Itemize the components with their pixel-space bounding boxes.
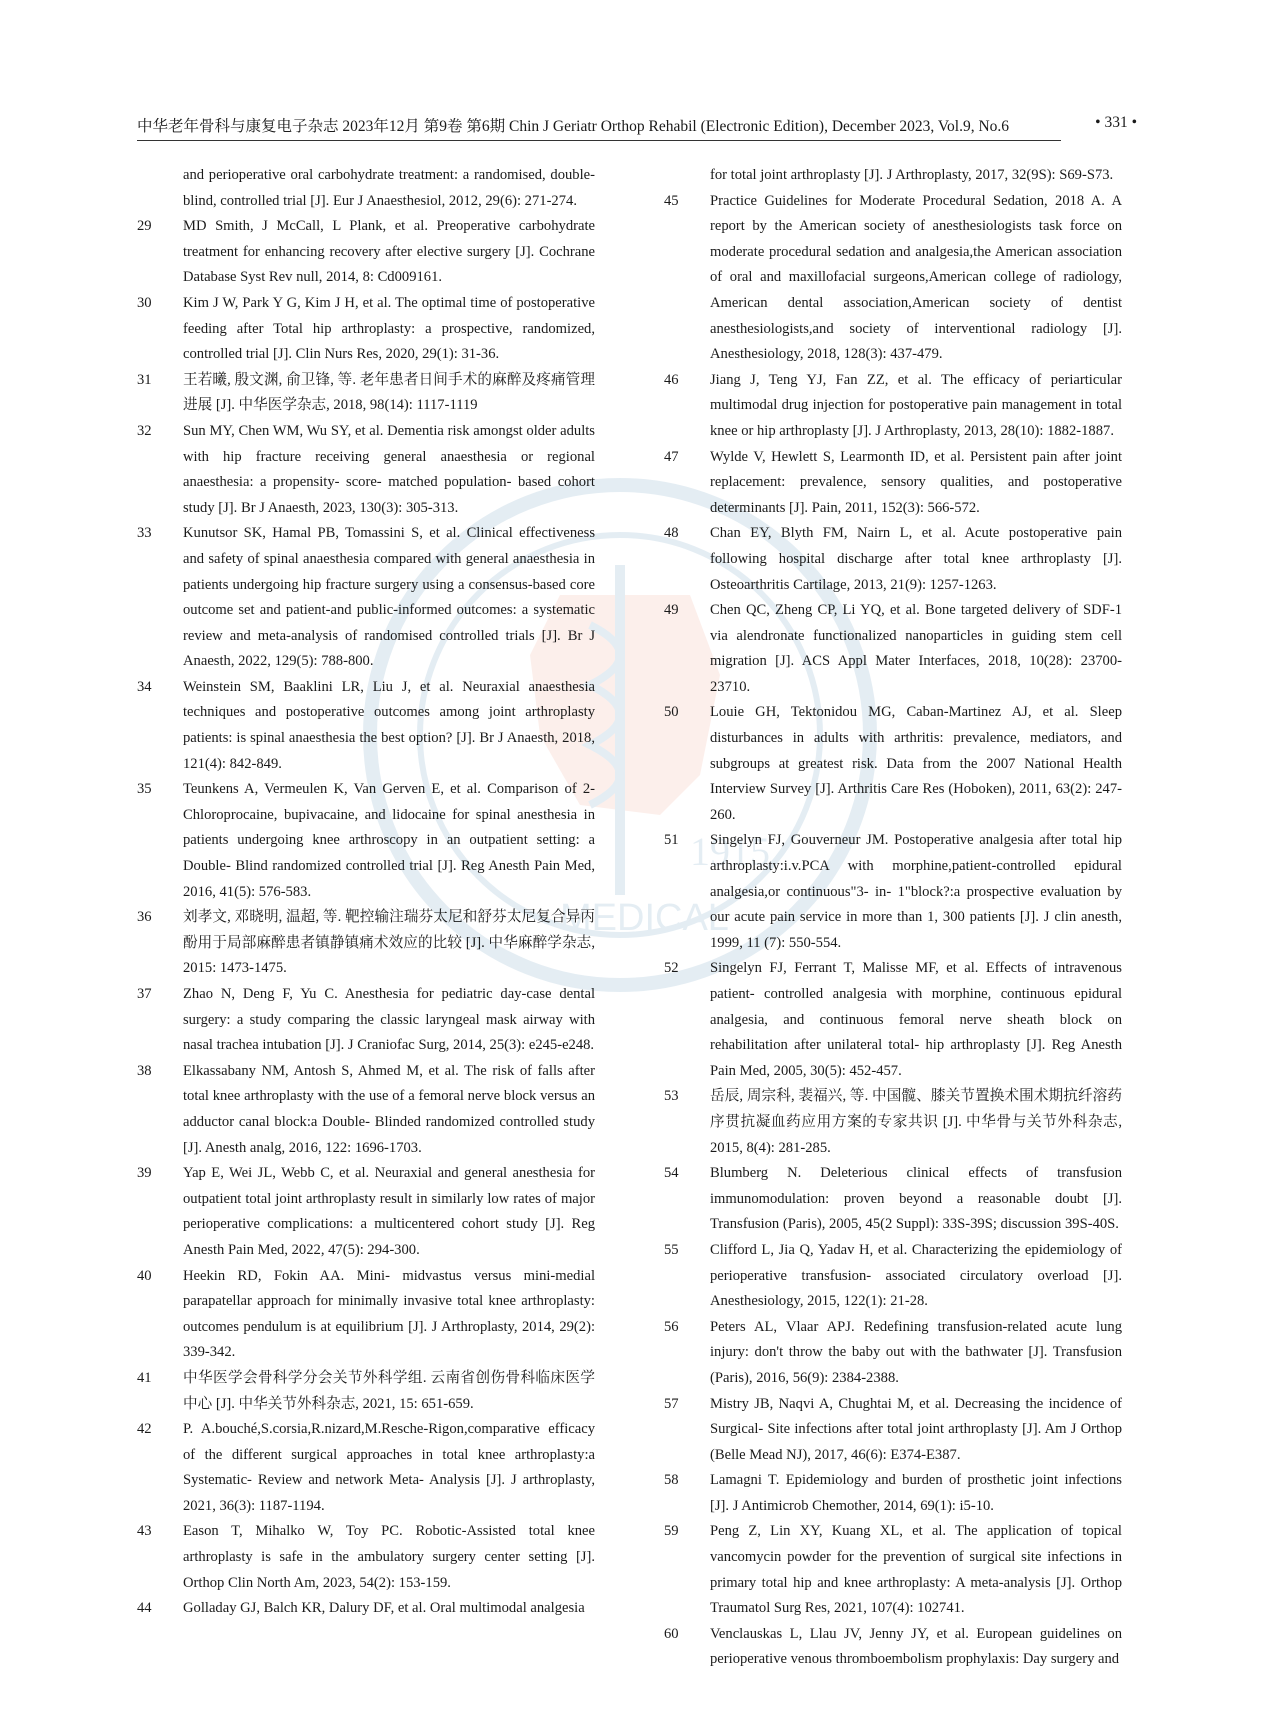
reference-text: Blumberg N. Deleterious clinical effects of transfusion immunomodulation: proven beyond a reasonable doubt [J]. Transfusion (Paris), 2005, 45(2 Suppl): 33S-39S; discussion 39S-40S. <box>710 1165 1122 1233</box>
reference-entry <box>137 368 595 419</box>
reference-text: 中华医学会骨科学分会关节外科学组. 云南省创伤骨科临床医学中心 [J]. 中华关节外科杂志, 2021, 15: 651-659. <box>183 1369 595 1412</box>
reference-number: 40 <box>137 1267 152 1284</box>
reference-number: 49 <box>664 602 679 619</box>
reference-entry <box>664 1161 1122 1238</box>
reference-entry <box>664 828 1122 956</box>
reference-number: 50 <box>664 704 679 721</box>
reference-number: 31 <box>137 371 152 388</box>
page-number: • 331 • <box>1095 114 1137 131</box>
reference-entry <box>137 1264 595 1366</box>
reference-text: Zhao N, Deng F, Yu C. Anesthesia for pediatric day-case dental surgery: a study comparing the classic laryngeal mask airway with nasal trachea intubation [J]. J Craniofac Surg, 2014, 25(3): e245-e248. <box>183 986 595 1054</box>
reference-text: Louie GH, Tektonidou MG, Caban-Martinez AJ, et al. Sleep disturbances in adults with arthritis: prevalence, mediators, and subgroups at greatest risk. Data from the 2007 National Health Interview Survey [J]. Arthritis Care Res (Hoboken), 2011, 63(2): 247-260. <box>710 704 1122 823</box>
reference-number: 33 <box>137 525 152 542</box>
reference-entry <box>664 445 1122 522</box>
reference-text: Peters AL, Vlaar APJ. Redefining transfusion-related acute lung injury: don't throw the baby out with the bathwater [J]. Transfusion (Paris), 2016, 56(9): 2384-2388. <box>710 1318 1122 1386</box>
reference-number: 55 <box>664 1241 679 1258</box>
header-divider <box>137 140 1061 141</box>
reference-text: Singelyn FJ, Ferrant T, Malisse MF, et al. Effects of intravenous patient- controlled analgesia with morphine, continuous epidural analgesia, and continuous femoral nerve sheath block on rehabilitation after unilateral total- hip arthroplasty [J]. Reg Anesth Pain Med, 2005, 30(5): 452-457. <box>710 960 1122 1079</box>
reference-text: Lamagni T. Epidemiology and burden of prosthetic joint infections [J]. J Antimicrob Chemother, 2014, 69(1): i5-10. <box>710 1472 1122 1514</box>
reference-number: 37 <box>137 986 152 1002</box>
reference-entry <box>137 675 595 777</box>
reference-number: 29 <box>137 218 152 235</box>
reference-entry <box>137 1417 595 1519</box>
reference-entry <box>664 1392 1122 1469</box>
reference-entry <box>137 1519 595 1596</box>
reference-entry <box>137 777 595 905</box>
reference-entry <box>664 598 1122 700</box>
reference-text: 刘孝文, 邓晓明, 温超, 等. 靶控输注瑞芬太尼和舒芬太尼复合异丙酚用于局部麻醉患者镇静镇痛术效应的比较 [J]. 中华麻醉学杂志, 2015: 1473-1475. <box>183 909 595 977</box>
reference-text: 岳辰, 周宗科, 裴福兴, 等. 中国髋、膝关节置换术围术期抗纤溶药序贯抗凝血药应用方案的专家共识 [J]. 中华骨与关节外科杂志, 2015, 8(4): 281-285. <box>710 1088 1122 1156</box>
reference-entry <box>664 1519 1122 1621</box>
reference-text: Elkassabany NM, Antosh S, Ahmed M, et al. The risk of falls after total knee arthroplasty with the use of a femoral nerve block versus an adductor canal block:a Double- Blinded randomized controlled study [J]. Anesth analg, 2016, 122: 1696-1703. <box>183 1062 595 1156</box>
reference-text: 王若曦, 殷文渊, 俞卫锋, 等. 老年患者日间手术的麻醉及疼痛管理进展 [J]. 中华医学杂志, 2018, 98(14): 1117-1119 <box>183 371 595 414</box>
reference-number: 46 <box>664 371 679 388</box>
reference-number: 60 <box>664 1625 679 1642</box>
reference-entry <box>137 291 595 368</box>
reference-entry <box>664 1238 1122 1315</box>
reference-number: 59 <box>664 1523 679 1540</box>
reference-number: 47 <box>664 448 679 465</box>
reference-text: and perioperative oral carbohydrate treatment: a randomised, double-blind, controlled trial [J]. Eur J Anaesthesiol, 2012, 29(6): 271-274. <box>183 167 595 209</box>
reference-entry <box>664 1084 1122 1161</box>
reference-entry <box>664 189 1122 368</box>
reference-text: Kim J W, Park Y G, Kim J H, et al. The optimal time of postoperative feeding after Total hip arthroplasty: a prospective, randomized, controlled trial [J]. Clin Nurs Res, 2020, 29(1): 31-36. <box>183 294 595 363</box>
reference-entry <box>664 521 1122 598</box>
reference-text: Sun MY, Chen WM, Wu SY, et al. Dementia risk amongst older adults with hip fracture receiving general anaesthesia or regional anaesthesia: a propensity- score- matched population- based cohort study [J]. Br J Anaesth, 2023, 130(3): 305-313. <box>183 422 595 516</box>
watermark-text: MEDICAL <box>560 897 729 939</box>
reference-number: 39 <box>137 1165 152 1182</box>
reference-entry <box>137 1059 595 1161</box>
references-left-column <box>137 163 595 1622</box>
reference-number: 56 <box>664 1318 679 1335</box>
reference-text: Wylde V, Hewlett S, Learmonth ID, et al. Persistent pain after joint replacement: prevalence, sensory qualities, and postoperative determinants [J]. Pain, 2011, 152(3): 566-572. <box>710 448 1122 516</box>
reference-entry <box>664 368 1122 445</box>
reference-entry <box>137 521 595 675</box>
reference-number: 52 <box>664 960 679 977</box>
reference-number: 38 <box>137 1062 152 1079</box>
reference-number: 42 <box>137 1421 152 1438</box>
reference-text: Jiang J, Teng YJ, Fan ZZ, et al. The efficacy of periarticular multimodal drug injection for postoperative pain management in total knee or hip arthroplasty [J]. J Arthroplasty, 2013, 28(10): 1882-1887. <box>710 371 1122 439</box>
reference-number: 58 <box>664 1472 679 1489</box>
reference-number: 30 <box>137 294 152 311</box>
reference-text: Mistry JB, Naqvi A, Chughtai M, et al. Decreasing the incidence of Surgical- Site infections after total joint arthroplasty [J]. Am J Orthop (Belle Mead NJ), 2017, 46(6): E374-E387. <box>710 1395 1122 1463</box>
reference-entry <box>664 163 1122 189</box>
reference-number: 57 <box>664 1395 679 1412</box>
reference-text: Yap E, Wei JL, Webb C, et al. Neuraxial and general anesthesia for outpatient total joint arthroplasty result in similarly low rates of major perioperative complications: a multicentered cohort study [J]. Reg Anesth Pain Med, 2022, 47(5): 294-300. <box>183 1165 595 1258</box>
reference-number: 34 <box>137 678 152 695</box>
reference-text: Venclauskas L, Llau JV, Jenny JY, et al. European guidelines on perioperative venous thromboembolism prophylaxis: Day surgery and <box>710 1625 1122 1668</box>
reference-number: 53 <box>664 1088 679 1105</box>
reference-text: Golladay GJ, Balch KR, Dalury DF, et al. Oral multimodal analgesia <box>183 1600 585 1617</box>
reference-text: Kunutsor SK, Hamal PB, Tomassini S, et al. Clinical effectiveness and safety of spinal anaesthesia compared with general anaesthesia in patients undergoing hip fracture surgery using a consensus-based core outcome set and patient-and public-informed outcomes: a systematic review and meta-analysis of randomised controlled trials [J]. Br J Anaesth, 2022, 129(5): 788-800. <box>183 525 595 670</box>
reference-entry <box>664 700 1122 828</box>
reference-text: Weinstein SM, Baaklini LR, Liu J, et al. Neuraxial anaesthesia techniques and postoperative outcomes among joint arthroplasty patients: is spinal anaesthesia the best option? [J]. Br J Anaesth, 2018, 121(4): 842-849. <box>183 678 595 772</box>
reference-entry <box>137 214 595 291</box>
reference-entry <box>137 1596 595 1622</box>
reference-text: Clifford L, Jia Q, Yadav H, et al. Characterizing the epidemiology of perioperative transfusion- associated circulatory overload [J]. Anesthesiology, 2015, 122(1): 21-28. <box>710 1241 1122 1310</box>
reference-text: Heekin RD, Fokin AA. Mini- midvastus versus mini-medial parapatellar approach for minimally invasive total knee arthroplasty: outcomes pendulum is at equilibrium [J]. J Arthroplasty, 2014, 29(2): 339-342. <box>183 1267 595 1361</box>
watermark-year: 1915 <box>690 829 770 874</box>
reference-entry <box>137 1161 595 1263</box>
reference-number: 43 <box>137 1523 152 1540</box>
reference-number: 35 <box>137 781 152 798</box>
reference-entry <box>664 1622 1122 1673</box>
reference-number: 51 <box>664 832 679 849</box>
reference-text: MD Smith, J McCall, L Plank, et al. Preoperative carbohydrate treatment for enhancing recovery after elective surgery [J]. Cochrane Database Syst Rev null, 2014, 8: Cd009161. <box>183 218 595 286</box>
reference-entry <box>137 419 595 521</box>
reference-text: P. A.bouché,S.corsia,R.nizard,M.Resche-Rigon,comparative efficacy of the different surgical approaches in total knee arthroplasty:a Systematic- Review and network Meta- Analysis [J]. J arthroplasty, 2021, 36(3): 1187-1194. <box>183 1421 595 1514</box>
reference-entry <box>137 1366 595 1417</box>
reference-text: Singelyn FJ, Gouverneur JM. Postoperative analgesia after total hip arthroplasty:i.v.PCA with morphine,patient-controlled epidural analgesia,or continuous"3- in- 1"block?:a prospective evaluation by our acute pain service in more than 1, 300 patients [J]. J clin anesth, 1999, 11 (7): 550-554. <box>710 832 1122 951</box>
reference-number: 32 <box>137 422 152 439</box>
reference-text: Chen QC, Zheng CP, Li YQ, et al. Bone targeted delivery of SDF-1 via alendronate functionalized nanoparticles in guiding stem cell migration [J]. ACS Appl Mater Interfaces, 2018, 10(28): 23700-23710. <box>710 602 1122 695</box>
reference-text: for total joint arthroplasty [J]. J Arthroplasty, 2017, 32(9S): S69-S73. <box>710 167 1114 183</box>
reference-entry <box>137 982 595 1059</box>
reference-text: Peng Z, Lin XY, Kuang XL, et al. The application of topical vancomycin powder for the prevention of surgical site infections in primary total hip and knee arthroplasty: A meta-analysis [J]. Orthop Traumatol Surg Res, 2021, 107(4): 102741. <box>710 1523 1122 1617</box>
reference-entry <box>664 956 1122 1084</box>
reference-number: 48 <box>664 525 679 542</box>
reference-entry <box>137 163 595 214</box>
reference-entry <box>664 1468 1122 1519</box>
reference-number: 41 <box>137 1369 152 1386</box>
reference-text: Eason T, Mihalko W, Toy PC. Robotic-Assisted total knee arthroplasty is safe in the ambulatory surgery center setting [J]. Orthop Clin North Am, 2023, 54(2): 153-159. <box>183 1523 595 1591</box>
running-header <box>137 112 1137 142</box>
reference-text: Practice Guidelines for Moderate Procedural Sedation, 2018 A. A report by the American society of anesthesiologists task force on moderate procedural sedation and analgesia,the American association of oral and maxillofacial surgeons,American college of radiology, American dental association,American society of dentist anesthesiologists,and society of interventional radiology [J]. Anesthesiology, 2018, 128(3): 437-479. <box>710 192 1122 363</box>
references-right-column <box>664 163 1122 1673</box>
reference-number: 54 <box>664 1165 679 1182</box>
reference-number: 45 <box>664 192 679 209</box>
journal-citation-header: 中华老年骨科与康复电子杂志 2023年12月 第9卷 第6期 Chin J Geriatr Orthop Rehabil (Electronic Edition), December 2023, Vol.9, No.6 <box>137 118 1010 135</box>
reference-text: Teunkens A, Vermeulen K, Van Gerven E, et al. Comparison of 2-Chloroprocaine, bupivacaine, and lidocaine for spinal anesthesia in patients undergoing knee arthroscopy in an outpatient setting: a Double- Blind randomized controlled trial [J]. Reg Anesth Pain Med, 2016, 41(5): 576-583. <box>183 781 595 900</box>
reference-entry <box>137 905 595 982</box>
reference-number: 44 <box>137 1600 152 1617</box>
reference-number: 36 <box>137 909 152 926</box>
reference-entry <box>664 1315 1122 1392</box>
reference-text: Chan EY, Blyth FM, Nairn L, et al. Acute postoperative pain following hospital discharge after total knee arthroplasty [J]. Osteoarthritis Cartilage, 2013, 21(9): 1257-1263. <box>710 525 1122 593</box>
